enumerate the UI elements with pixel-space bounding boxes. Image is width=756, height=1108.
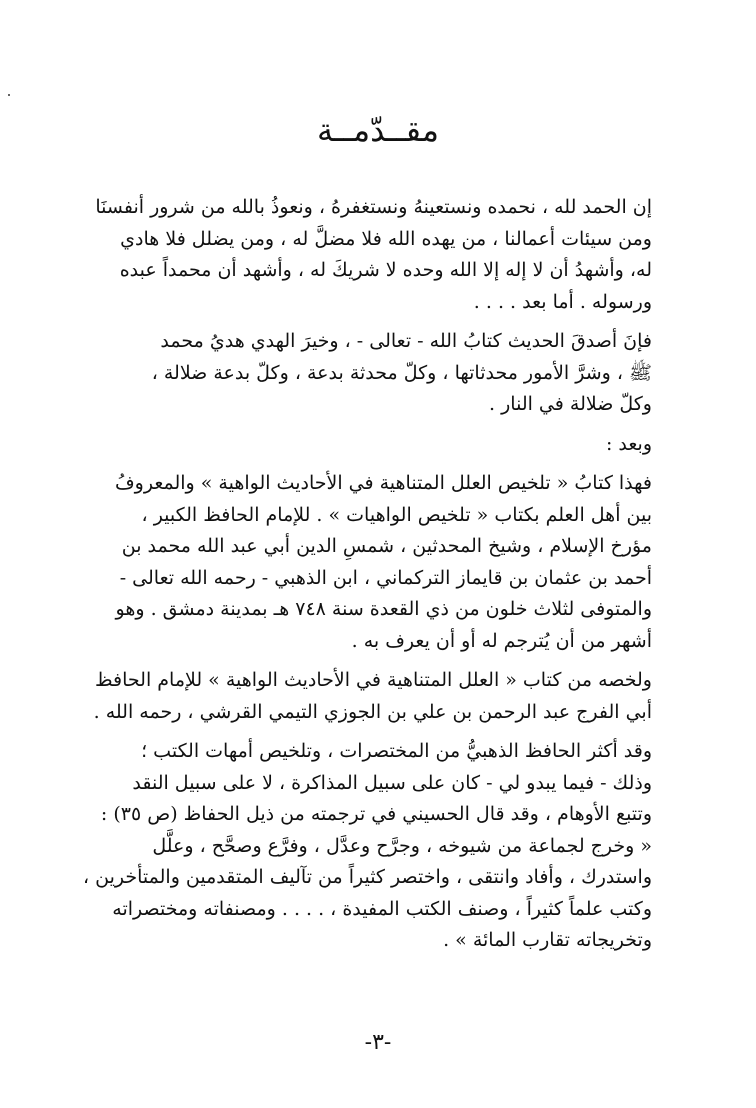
text-line: ورسوله . أما بعد . . . . <box>473 290 652 313</box>
text-line: واستدرك ، وأفاد وانتقى ، واختصر كثيراً من تآليف المتقدمين والمتأخرين ، <box>82 866 652 888</box>
text-line: ومن سيئات أعمالنا ، من يهده الله فلا مضلَّ له ، ومن يضلل فلا هادي <box>120 227 652 250</box>
scan-speck <box>8 94 10 96</box>
text-line: مؤرخ الإسلام ، وشيخ المحدثين ، شمسِ الدين أبي عبد الله محمد بن <box>121 535 652 557</box>
text-line: « وخرج لجماعة من شيوخه ، وجرَّح وعدَّل ، وفرَّع وصحَّح ، وعلَّل <box>152 834 652 857</box>
paragraph <box>104 326 652 421</box>
text-line: أحمد بن عثمان بن قايماز التركماني ، ابن الذهبي - رحمه الله تعالى - <box>119 566 652 589</box>
paragraph <box>104 468 652 657</box>
text-line: وذلك - فيما يبدو لي - كان على سبيل المذاكرة ، لا على سبيل النقد <box>132 771 652 794</box>
text-line: وتخريجاته تقارب المائة » . <box>443 929 652 951</box>
text-line: وكتب علماً كثيراً ، وصنف الكتب المفيدة ، . . . . ومصنفاته ومختصراته <box>112 897 652 920</box>
text-line: وتتبع الأوهام ، وقد قال الحسيني في ترجمته من ذيل الحفاظ (ص ٣٥) : <box>100 803 652 825</box>
text-line: أبي الفرج عبد الرحمن بن علي بن الجوزي التيمي القرشي ، رحمه الله . <box>93 700 652 723</box>
page-title: مقــدّمــة <box>317 111 439 149</box>
paragraph <box>82 736 652 957</box>
text-line: له، وأشهدُ أن لا إله إلا الله وحده لا شريكَ له ، وأشهد أن محمداً عبده <box>119 259 652 281</box>
text-line: فهذا كتابُ « تلخيص العلل المتناهية في الأحاديث الواهية » والمعروفُ <box>114 472 652 494</box>
text-line: بين أهل العلم بكتاب « تلخيص الواهيات » . للإمام الحافظ الكبير ، <box>141 503 652 526</box>
text-line: والمتوفى لثلاث خلون من ذي القعدة سنة ٧٤٨ هـ بمدينة دمشق . وهو <box>115 598 652 620</box>
document-body <box>82 192 652 965</box>
paragraph <box>93 665 652 728</box>
text-line: فإنَ أصدقَ الحديث كتابُ الله - تعالى - ، وخيرَ الهدي هديُ محمد <box>160 330 652 352</box>
text-line: وبعد : <box>605 432 652 455</box>
text-line: أشهر من أن يُترجم له أو أن يعرف به . <box>351 629 652 652</box>
text-line: ولخصه من كتاب « العلل المتناهية في الأحاديث الواهية » للإمام الحافظ <box>94 669 652 691</box>
text-line: إن الحمد لله ، نحمده ونستعينهُ ونستغفرهُ ، ونعوذُ بالله من شرور أنفسنَا <box>95 196 652 218</box>
paragraph <box>95 192 652 318</box>
text-line: وكلّ ضلالة في النار . <box>489 393 652 415</box>
paragraph <box>104 429 652 461</box>
page-number: -٣- <box>364 1030 392 1055</box>
text-line: ﷺ ، وشرَّ الأمور محدثاتها ، وكلّ محدثة بدعة ، وكلّ بدعة ضلالة ، <box>151 361 652 384</box>
text-line: وقد أكثر الحافظ الذهبيُّ من المختصرات ، وتلخيص أمهات الكتب ؛ <box>141 740 652 762</box>
